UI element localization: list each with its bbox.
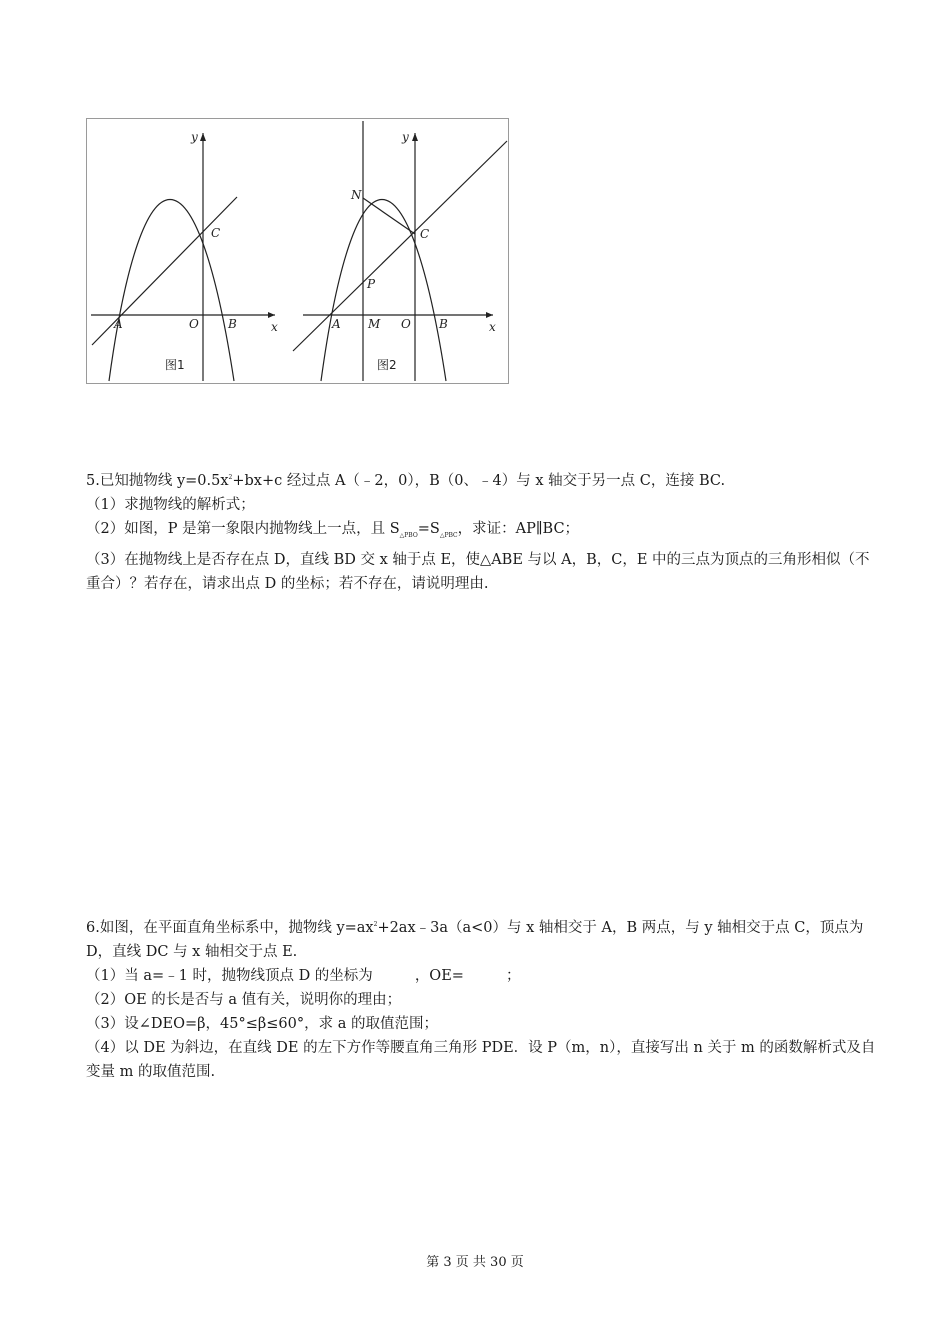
fig2-point-a: A bbox=[332, 317, 341, 331]
fig2-caption: 图2 bbox=[377, 358, 397, 372]
problem-6-question-4: （4）以 DE 为斜边，在直线 DE 的左下方作等腰直角三角形 PDE．设 P（m，n），直接写出 n 关于 m 的函数解析式及自变量 m 的取值范围. bbox=[86, 1040, 876, 1080]
fig1-x-label: x bbox=[271, 320, 278, 334]
problem-6 bbox=[86, 913, 876, 1084]
fig2-point-o: O bbox=[401, 317, 411, 331]
fig2-point-b: B bbox=[439, 317, 448, 331]
fig2-segment-nc bbox=[363, 198, 415, 234]
figure-2 bbox=[293, 121, 507, 381]
fig2-point-n: N bbox=[351, 188, 362, 202]
problem-6-question-2: （2）OE 的长是否与 a 值有关，说明你的理由； bbox=[86, 992, 402, 1008]
fig2-line-ac bbox=[293, 141, 507, 351]
fig1-point-b: B bbox=[228, 317, 237, 331]
figure-1 bbox=[91, 133, 275, 381]
problem-5 bbox=[86, 466, 876, 596]
fig1-point-o: O bbox=[189, 317, 199, 331]
fig1-point-c: C bbox=[211, 226, 221, 240]
problem-6-stem: 6.如图，在平面直角坐标系中，抛物线 $y=ax^2+2ax﹣3a(a<0)$与 x 轴相交于 A，B 两点，与 y 轴相交于点 C，顶点为 D，直线 DC 与 x 轴相交于点 E. bbox=[86, 920, 864, 960]
fig2-point-m: M bbox=[368, 317, 381, 331]
problem-6-question-3: （3）设∠DEO=β，45°≤β≤60°，求 a 的取值范围； bbox=[86, 1016, 438, 1032]
problem-6-question-1: （1）当 a=﹣1 时，抛物线顶点 D 的坐标为 ，OE= ； bbox=[86, 968, 521, 984]
problem-5-question-3: （3）在抛物线上是否存在点 D，直线 BD 交 x 轴于点 E，使△ABE 与以 A，B，C，E 中的三点为顶点的三角形相似（不重合）？若存在，请求出点 D 的坐标；若不存在，请说明理由. bbox=[86, 552, 870, 592]
problem-5-question-1: （1）求抛物线的解析式； bbox=[86, 497, 255, 513]
fig1-point-a: A bbox=[114, 317, 123, 331]
figure-box bbox=[86, 118, 509, 384]
fig2-point-c: C bbox=[420, 227, 430, 241]
fig2-y-label: y bbox=[402, 130, 409, 144]
problem-5-question-2: （2）如图，P 是第一象限内抛物线上一点，且 $S_{\triangle PBO}=S_{\triangle PBC}$，求证：AP∥BC； bbox=[86, 521, 580, 539]
page-footer: 第 3 页 共 30 页 bbox=[426, 1255, 524, 1270]
fig2-point-p: P bbox=[367, 277, 376, 291]
fig1-y-label: y bbox=[191, 130, 198, 144]
fig1-caption: 图1 bbox=[165, 358, 185, 372]
fig2-x-label: x bbox=[489, 320, 496, 334]
problem-5-stem: 5.已知抛物线 $y=0.5x^2+bx+c$ 经过点 A（﹣2，0），B（0、﹣4）与 x 轴交于另一点 C，连接 BC. bbox=[86, 473, 726, 489]
parabola-figures bbox=[87, 119, 510, 385]
